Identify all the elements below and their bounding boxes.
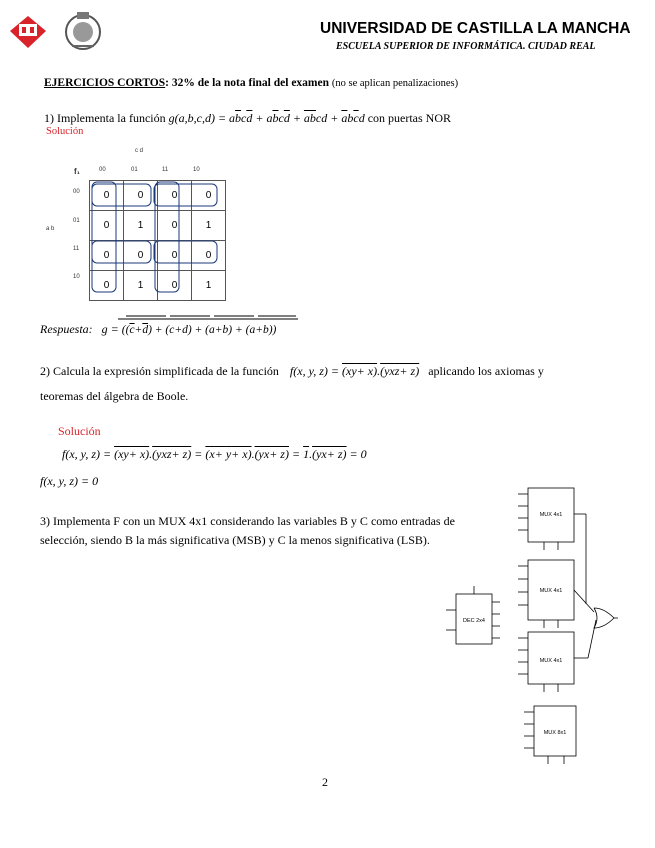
kmap-row-header: 10	[73, 274, 80, 280]
decoder-label: DEC 2x4	[462, 618, 486, 624]
q2-result: f(x, y, z) = 0	[40, 474, 99, 488]
answer-overbar	[118, 313, 308, 323]
kmap-col-header: 10	[193, 167, 200, 173]
kmap-col-header: 11	[162, 167, 169, 173]
kmap-row-var: a b	[46, 226, 55, 232]
school-subtitle: ESCUELA SUPERIOR DE INFORMÁTICA. CIUDAD REAL	[336, 41, 596, 52]
q2-statement: 2) Calcula la expresión simplificada de la función f(x, y, z) = (xy+ x).(yxz+ z) aplicando los axiomas y	[40, 364, 544, 378]
school-seal	[62, 10, 104, 54]
kmap-cell: 0	[124, 181, 158, 211]
q1-statement: 1) Implementa la función $g(a,b,c,d) = a\overline{b}c\overline{d} + a\overline{b}c\overline{d} + \overline{ab}cd + \overline{a}b\overline{c}d$ con puertas NOR	[44, 111, 452, 125]
q3-line2: selección, siendo B la más significativa (MSB) y C la menos significativa (LSB).	[40, 533, 430, 547]
kmap-cell: 0	[192, 241, 226, 271]
kmap-cell: 1	[124, 271, 158, 301]
kmap-cell: 0	[158, 181, 192, 211]
q1-solution-label: Solución	[46, 126, 84, 137]
mux-label: MUX 8x1	[543, 730, 567, 736]
kmap-row-header: 00	[73, 189, 80, 195]
kmap-groupings	[89, 180, 221, 298]
kmap-cell: 1	[192, 271, 226, 301]
mux-circuit-diagram	[438, 484, 618, 774]
kmap-row-header: 01	[73, 218, 80, 224]
kmap-col-var: c d	[135, 148, 144, 154]
kmap-cell: 0	[158, 211, 192, 241]
kmap-row-header: 11	[73, 246, 80, 252]
section-heading: EJERCICIOS CORTOS: 32% de la nota final del examen (no se aplican penalizaciones)	[44, 77, 459, 89]
kmap-cell: 1	[192, 211, 226, 241]
q1-answer: Respuesta: $g = ((\overline{c}+\overline{d}) + (c+d) + (a+b) + (a+b))$	[40, 322, 277, 336]
kmap-corner: f₁	[74, 167, 80, 176]
kmap-cell: 0	[124, 241, 158, 271]
q2-derivation: f(x, y, z) = (xy+ x).(yxz+ z) = (x+ y+ x).(yx+ z) = 1.(yx+ z) = 0	[62, 447, 367, 461]
kmap-cell: 0	[90, 181, 124, 211]
kmap-cell: 0	[158, 241, 192, 271]
kmap-cell: 0	[158, 271, 192, 301]
mux-label: MUX 4x1	[539, 512, 563, 518]
kmap-cell: 0	[90, 271, 124, 301]
q3-line1: 3) Implementa F con un MUX 4x1 considerando las variables B y C como entradas de	[40, 514, 455, 528]
kmap-col-header: 00	[99, 167, 106, 173]
kmap-cell: 0	[90, 211, 124, 241]
q2-solution-label: Solución	[58, 424, 101, 438]
page-number: 2	[322, 775, 328, 789]
q2-statement-line2: teoremas del álgebra de Boole.	[40, 389, 189, 403]
university-title: UNIVERSIDAD DE CASTILLA LA MANCHA	[320, 20, 631, 37]
mux-label: MUX 4x1	[539, 588, 563, 594]
kmap-cell: 0	[90, 241, 124, 271]
kmap-cell: 0	[192, 181, 226, 211]
kmap-cell: 1	[124, 211, 158, 241]
kmap-col-header: 01	[131, 167, 138, 173]
uclm-logo	[8, 14, 48, 50]
mux-label: MUX 4x1	[539, 658, 563, 664]
